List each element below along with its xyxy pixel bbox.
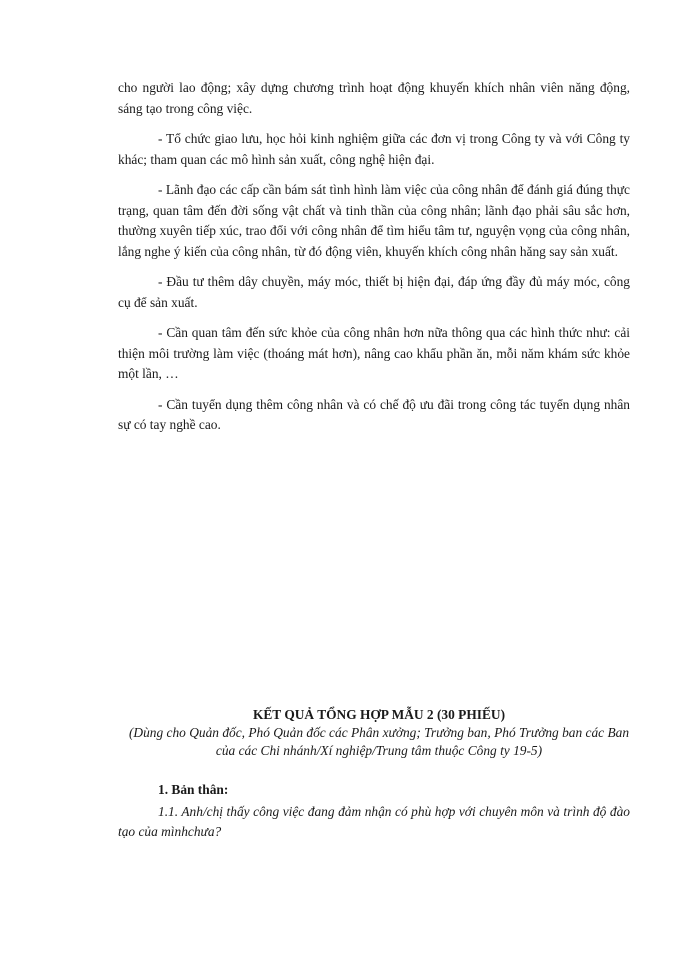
paragraph-intro-continuation: cho người lao động; xây dựng chương trình hoạt động khuyến khích nhân viên năng động, sáng tạo trong công việc.	[118, 80, 630, 116]
summary-header	[118, 706, 640, 760]
recommendations-body	[118, 78, 630, 446]
paragraph-leadership: - Lãnh đạo các cấp cần bám sát tình hình làm việc của công nhân để đánh giá đúng thực trạng, quan tâm đến đời sống vật chất và tinh thần của công nhân; lãnh đạo phải sâu sắc hơn, thường xuyên tiếp xúc, trao đổi với công nhân để tìm hiểu tâm tư, nguyện vọng của công nhân, lắng nghe ý kiến của công nhân, từ đó động viên, khuyến khích công nhân hăng say sản xuất.	[118, 182, 630, 259]
summary-title: KẾT QUẢ TỔNG HỢP MẪU 2 (30 PHIẾU)	[252, 707, 506, 722]
section-self	[118, 780, 630, 842]
paragraph-recruitment: - Cần tuyển dụng thêm công nhân và có chế độ ưu đãi trong công tác tuyển dụng nhân sự có tay nghề cao.	[118, 396, 630, 432]
section-heading: 1. Bản thân:	[158, 782, 229, 797]
paragraph-equipment-investment: - Đầu tư thêm dây chuyền, máy móc, thiết bị hiện đại, đáp ứng đầy đủ máy móc, công cụ để sản xuất.	[118, 274, 630, 310]
paragraph-exchange-learning: - Tổ chức giao lưu, học hỏi kinh nghiệm giữa các đơn vị trong Công ty và với Công ty khác; tham quan các mô hình sản xuất, công nghệ hiện đại.	[118, 131, 630, 167]
question-1-1: 1.1. Anh/chị thấy công việc đang đảm nhận có phù hợp với chuyên môn và trình độ đào tạo của mìnhchưa?	[118, 804, 630, 839]
summary-subtitle: (Dùng cho Quản đốc, Phó Quản đốc các Phân xưởng; Trưởng ban, Phó Trưởng ban các Ban của các Chi nhánh/Xí nghiệp/Trung tâm thuộc Công ty 19-5)	[128, 725, 630, 758]
paragraph-worker-health: - Cần quan tâm đến sức khỏe của công nhân hơn nữa thông qua các hình thức như: cải thiện môi trường làm việc (thoáng mát hơn), nâng cao khẩu phần ăn, mỗi năm khám sức khỏe một lần, …	[118, 325, 630, 381]
